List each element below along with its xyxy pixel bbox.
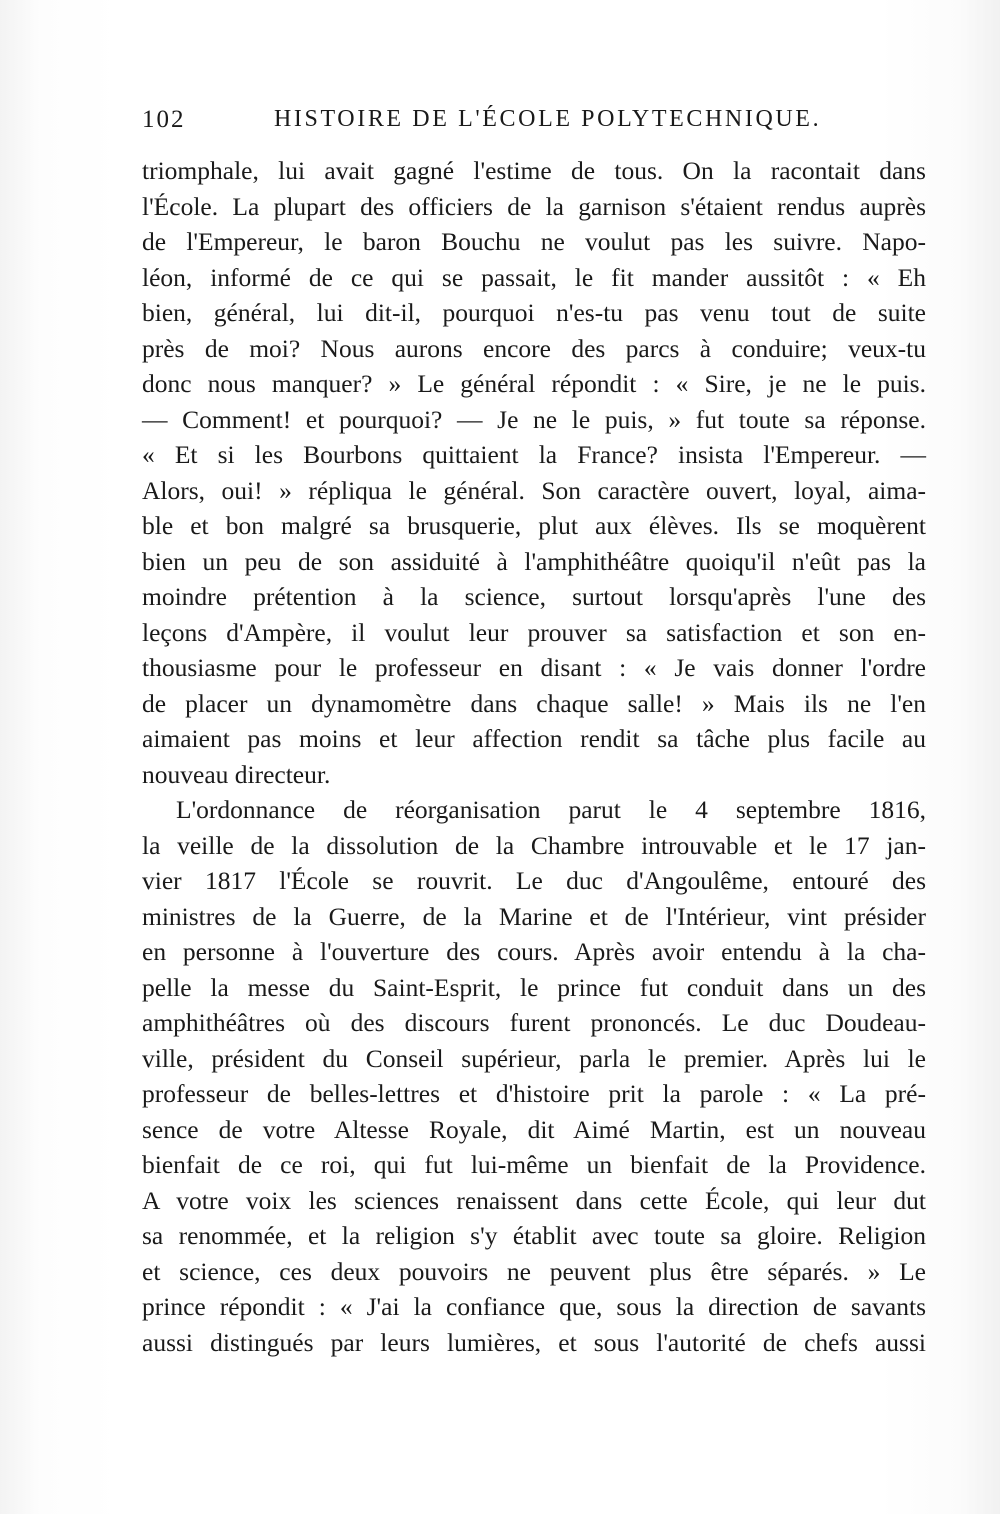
text-line: aimaient pas moins et leur affection rendit sa tâche plus facile au — [142, 724, 926, 753]
text-line: ministres de la Guerre, de la Marine et de l'Intérieur, vint présider — [142, 901, 926, 931]
text-line: léon, informé de ce qui se passait, le fit mander aussitôt : « Eh — [142, 262, 926, 292]
text-line: nouveau directeur. — [142, 759, 331, 789]
text-line: de l'Empereur, le baron Bouchu ne voulut pas les suivre. Napo- — [142, 227, 926, 256]
text-line: en personne à l'ouverture des cours. Après avoir entendu à la cha- — [142, 937, 926, 966]
text-line: moindre prétention à la science, surtout lorsqu'après l'une des — [142, 582, 926, 611]
running-head — [142, 106, 822, 142]
text-line: la veille de la dissolution de la Chambre introuvable et le 17 jan- — [142, 830, 926, 860]
text-line: triomphale, lui avait gagné l'estime de tous. On la racontait dans — [142, 156, 926, 185]
text-line: L'ordonnance de réorganisation parut le 4 septembre 1816, — [176, 795, 926, 824]
text-line: aussi distingués par leurs lumières, et sous l'autorité de chefs aussi — [142, 1327, 926, 1357]
text-line: professeur de belles-lettres et d'histoire prit la parole : « La pré- — [142, 1079, 926, 1108]
text-line: de placer un dynamomètre dans chaque salle! » Mais ils ne l'en — [142, 688, 926, 718]
text-line: sa renommée, et la religion s'y établit avec toute sa gloire. Religion — [142, 1221, 926, 1250]
text-line: sence de votre Altesse Royale, dit Aimé Martin, est un nouveau — [142, 1114, 926, 1144]
text-line: prince répondit : « J'ai la confiance que, sous la direction de savants — [142, 1292, 926, 1321]
page-number: 102 — [142, 106, 186, 133]
text-line: bienfait de ce roi, qui fut lui-même un bienfait de la Providence. — [142, 1150, 926, 1179]
text-line: Alors, oui! » répliqua le général. Son caractère ouvert, loyal, aima- — [142, 475, 926, 505]
text-line: A votre voix les sciences renaissent dans cette École, qui leur dut — [142, 1185, 926, 1215]
text-line: bien, général, lui dit-il, pourquoi n'es-tu pas venu tout de suite — [142, 298, 926, 327]
text-line: vier 1817 l'École se rouvrit. Le duc d'Angoulême, entouré des — [142, 866, 926, 895]
text-line: thousiasme pour le professeur en disant : « Je vais donner l'ordre — [142, 653, 926, 682]
text-line: leçons d'Ampère, il voulut leur prouver sa satisfaction et son en- — [142, 617, 926, 647]
text-line: près de moi? Nous aurons encore des parcs à conduire; veux-tu — [142, 333, 926, 363]
text-line: bien un peu de son assiduité à l'amphithéâtre quoiqu'il n'eût pas la — [142, 546, 926, 576]
text-line: pelle la messe du Saint-Esprit, le prince fut conduit dans un des — [142, 972, 926, 1002]
text-line: ble et bon malgré sa brusquerie, plut aux élèves. Ils se moquèrent — [142, 511, 926, 540]
text-line: amphithéâtres où des discours furent prononcés. Le duc Doudeau- — [142, 1008, 926, 1037]
body-text — [142, 153, 926, 1360]
text-line: donc nous manquer? » Le général répondit : « Sire, je ne le puis. — [142, 369, 926, 398]
text-line: — Comment! et pourquoi? — Je ne le puis, » fut toute sa réponse. — [142, 404, 926, 434]
text-line: « Et si les Bourbons quittaient la France? insista l'Empereur. — — [142, 440, 926, 469]
text-line: l'École. La plupart des officiers de la garnison s'étaient rendus auprès — [142, 191, 926, 221]
text-line: ville, président du Conseil supérieur, parla le premier. Après lui le — [142, 1043, 926, 1073]
running-title: HISTOIRE DE L'ÉCOLE POLYTECHNIQUE. — [274, 106, 822, 132]
text-line: et science, ces deux pouvoirs ne peuvent plus être séparés. » Le — [142, 1256, 926, 1286]
